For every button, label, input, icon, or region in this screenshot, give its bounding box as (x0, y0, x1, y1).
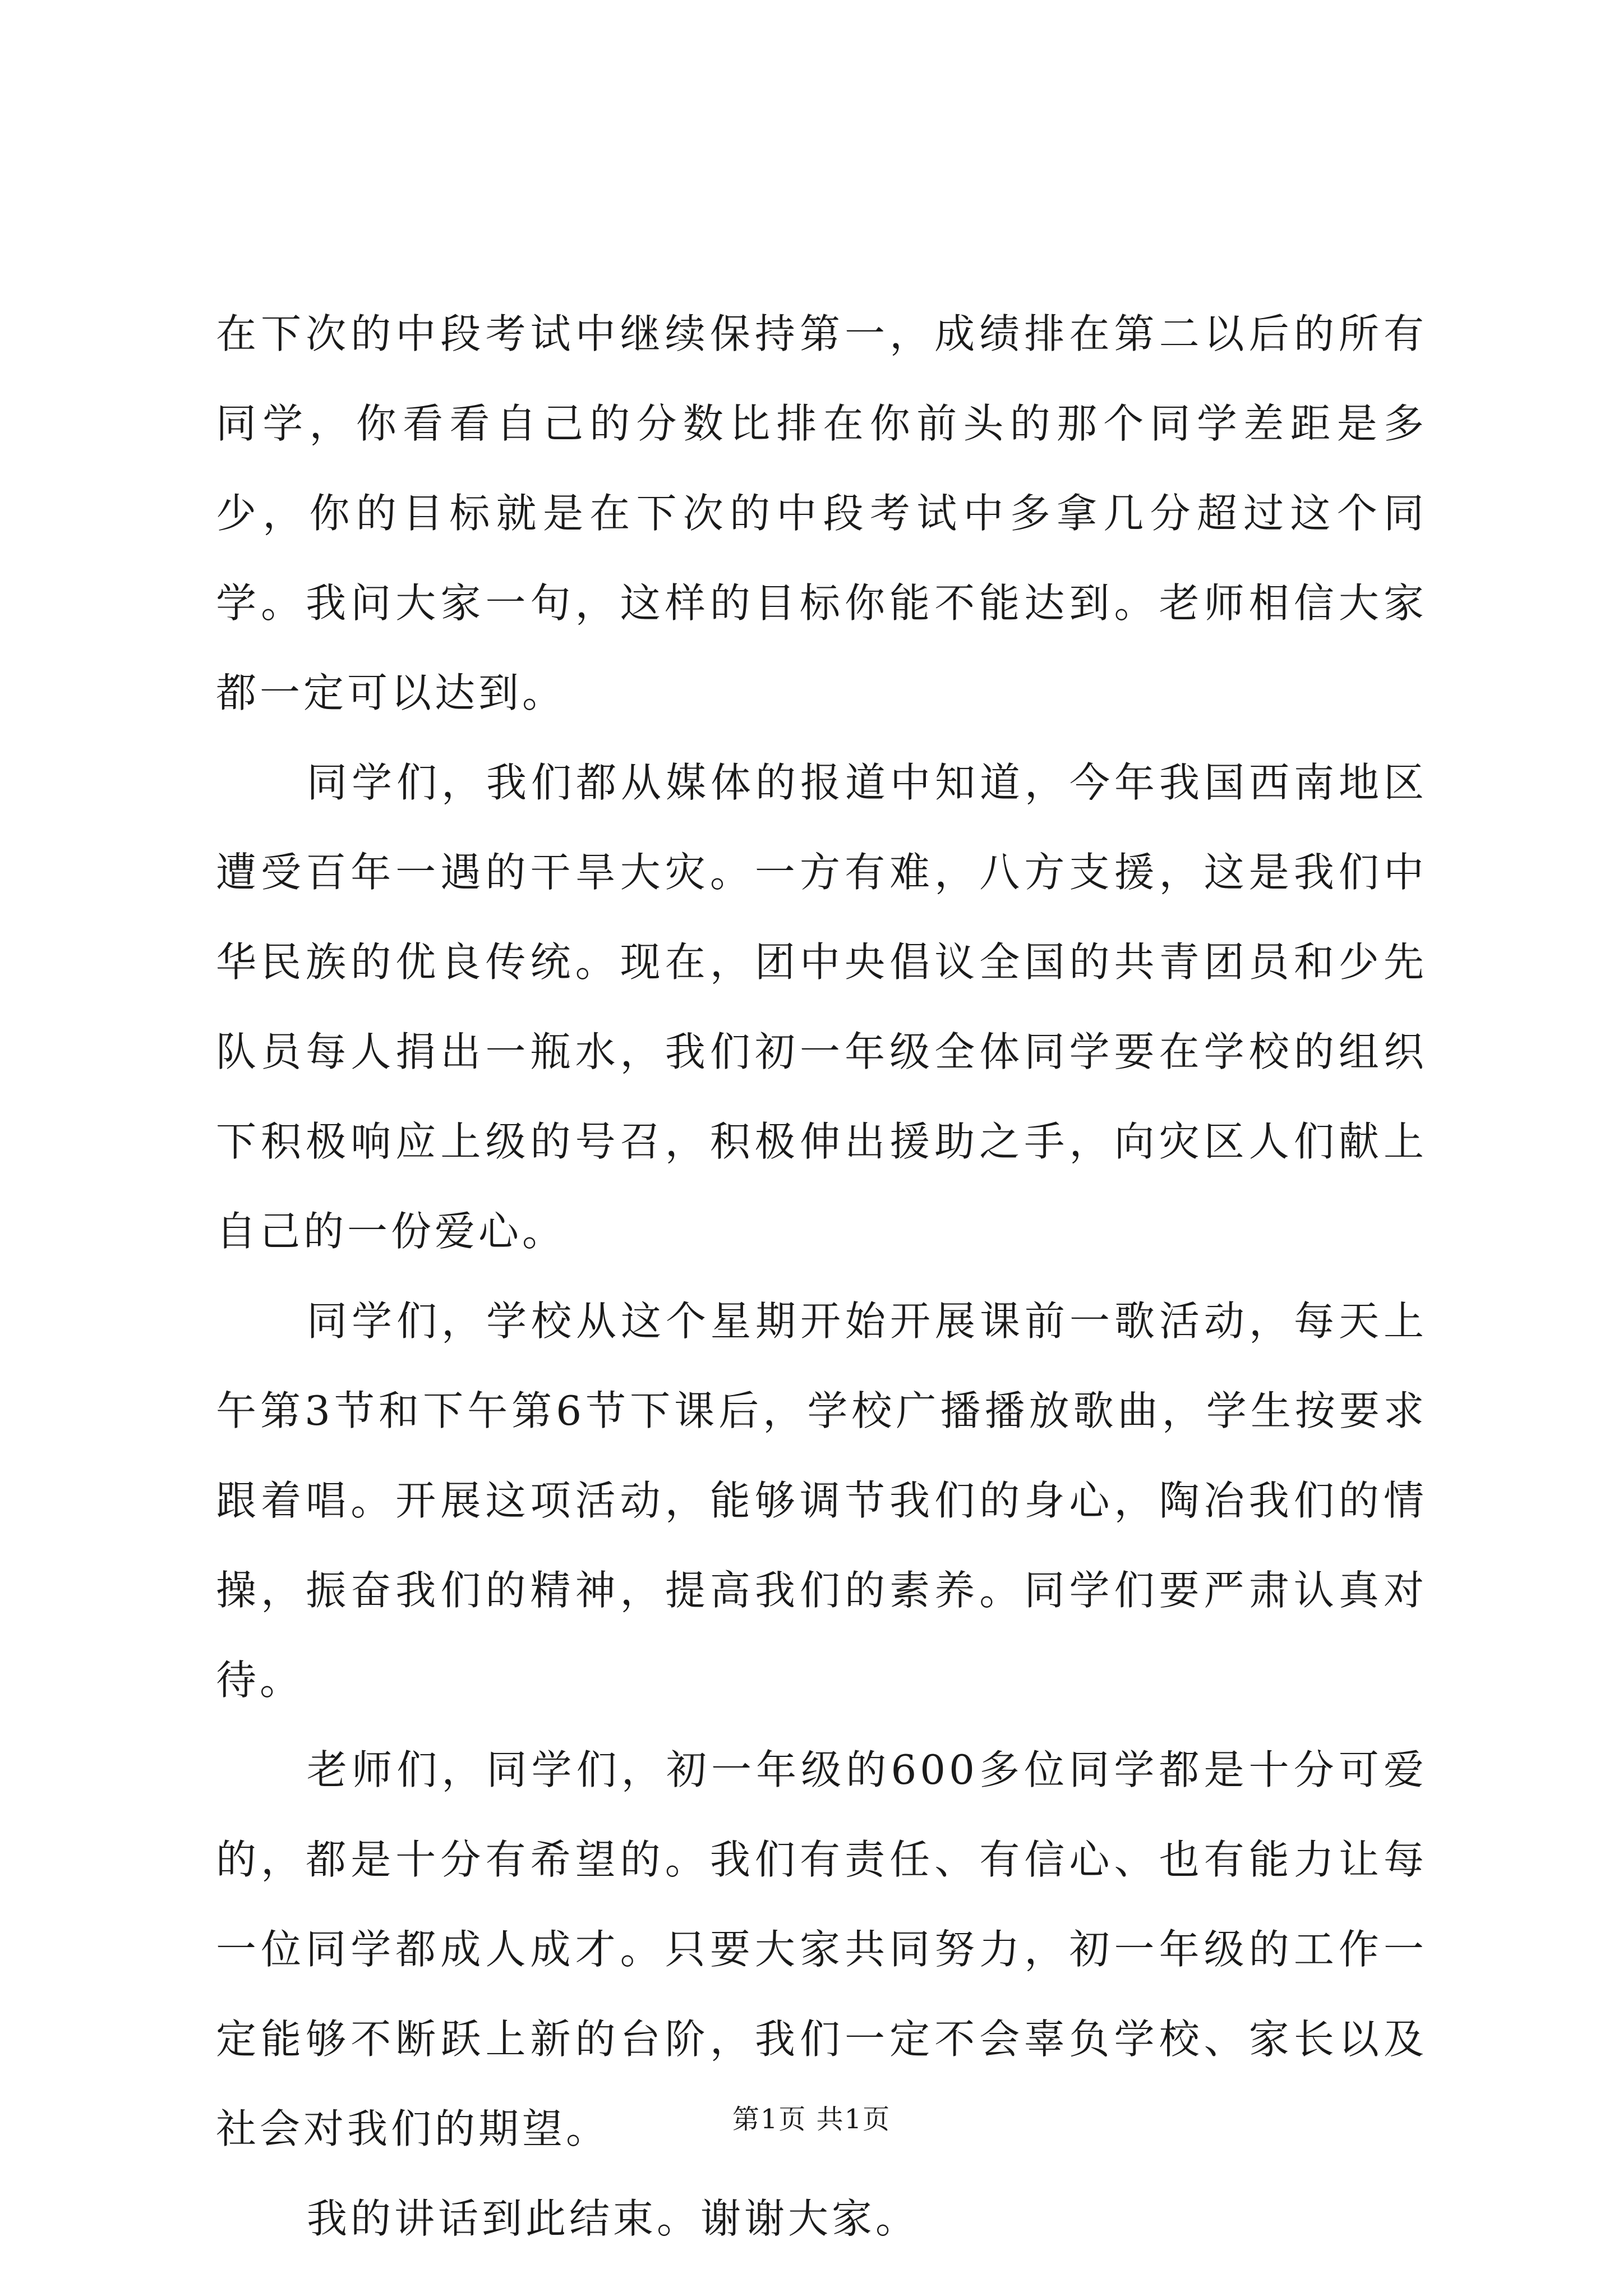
page-number-footer: 第1页 共1页 (732, 2104, 891, 2135)
paragraph-continuation: 在下次的中段考试中继续保持第一，成绩排在第二以后的所有同学，你看看自己的分数比排在你前头的那个同学差距是多少，你的目标就是在下次的中段考试中多拿几分超过这个同学。我问大家一句，这样的目标你能不能达到。老师相信大家都一定可以达到。 (216, 310, 1427, 716)
document-body (216, 289, 1427, 2263)
paragraph-conclusion: 我的讲话到此结束。谢谢大家。 (307, 2195, 920, 2242)
paragraph-drought-relief: 同学们，我们都从媒体的报道中知道，今年我国西南地区遭受百年一遇的干旱大灾。一方有难，八方支援，这是我们中华民族的优良传统。现在，团中央倡议全国的共青团员和少先队员每人捐出一瓶水，我们初一年级全体同学要在学校的组织下积极响应上级的号召，积极伸出援助之手，向灾区人们献上自己的一份爱心。 (216, 759, 1427, 1255)
paragraph-closing-encouragement: 老师们，同学们，初一年级的600多位同学都是十分可爱的，都是十分有希望的。我们有责任、有信心、也有能力让每一位同学都成人成才。只要大家共同努力，初一年级的工作一定能够不断跃上新的台阶，我们一定不会辜负学校、家长以及社会对我们的期望。 (216, 1746, 1427, 2152)
paragraph-singing-activity: 同学们，学校从这个星期开始开展课前一歌活动，每天上午第3节和下午第6节下课后，学校广播播放歌曲，学生按要求跟着唱。开展这项活动，能够调节我们的身心，陶冶我们的情操，振奋我们的精神，提高我们的素养。同学们要严肃认真对待。 (216, 1297, 1427, 1704)
